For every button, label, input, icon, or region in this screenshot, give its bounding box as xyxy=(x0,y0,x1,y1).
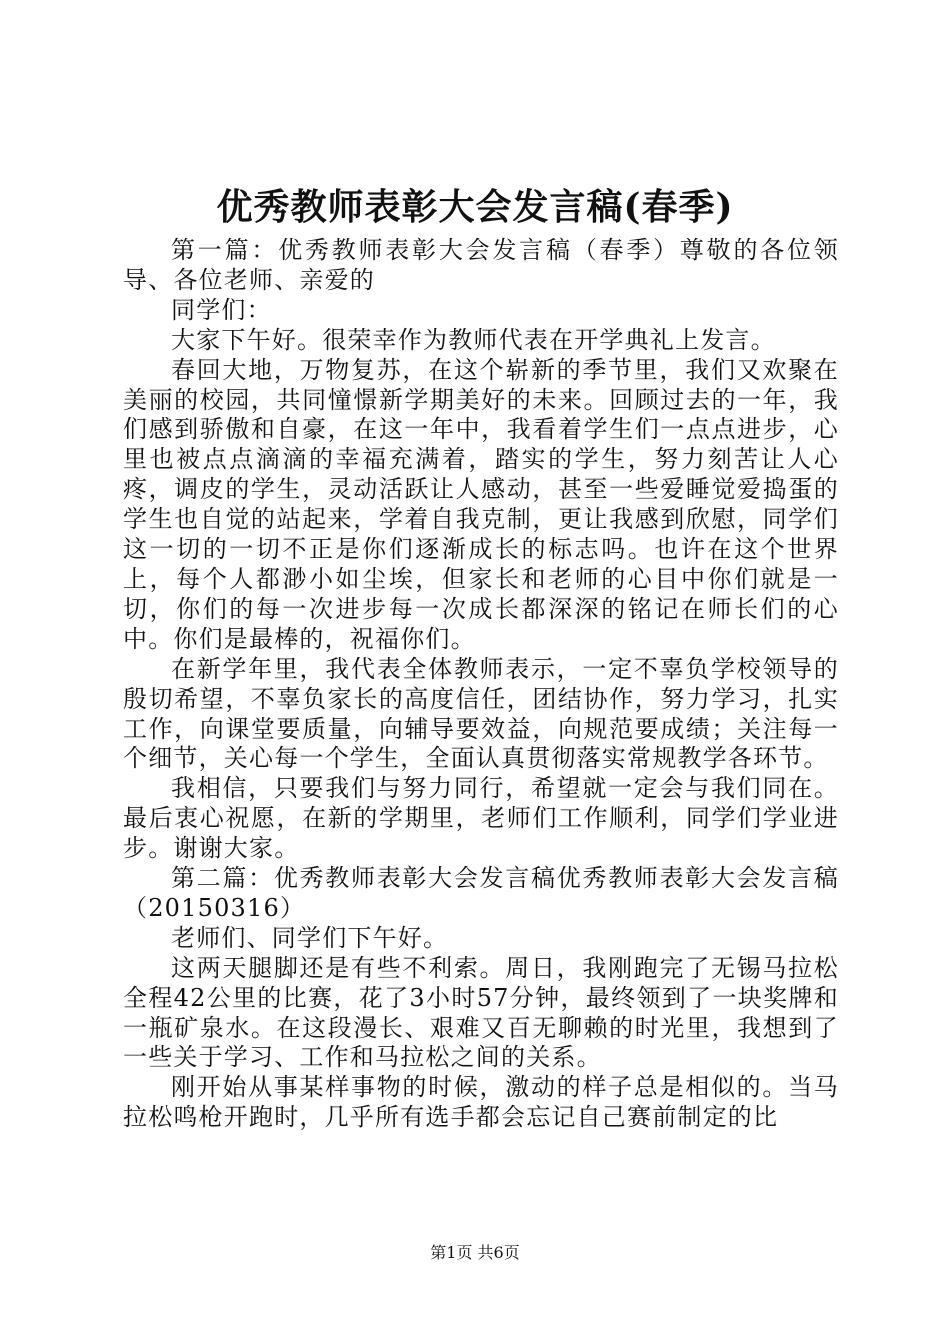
paragraph: 刚开始从事某样事物的时候，激动的样子总是相似的。当马拉松鸣枪开跑时，几乎所有选手都会忘记自己赛前制定的比 xyxy=(123,1073,839,1132)
paragraph: 在新学年里，我代表全体教师表示，一定不辜负学校领导的殷切希望，不辜负家长的高度信任，团结协作，努力学习，扎实工作，向课堂要质量，向辅导要效益，向规范要成绩；关注每一个细节，关心每一个学生，全面认真贯彻落实常规教学各环节。 xyxy=(123,654,839,773)
document-title: 优秀教师表彰大会发言稿(春季) xyxy=(216,186,734,228)
paragraph: 第二篇：优秀教师表彰大会发言稿优秀教师表彰大会发言稿（20150316） xyxy=(123,864,839,922)
paragraph: 大家下午好。很荣幸作为教师代表在开学典礼上发言。 xyxy=(171,325,776,354)
paragraph: 这两天腿脚还是有些不利索。周日，我刚跑完了无锡马拉松全程42公里的比赛，花了3小时57分钟，最终领到了一块奖牌和一瓶矿泉水。在这段漫长、艰难又百无聊赖的时光里，我想到了一些关于学习、工作和马拉松之间的关系。 xyxy=(123,953,839,1072)
paragraph: 春回大地，万物复苏，在这个崭新的季节里，我们又欢聚在美丽的校园，共同憧憬新学期美好的未来。回顾过去的一年，我们感到骄傲和自豪，在这一年中，我看着学生们一点点进步，心里也被点点滴滴的幸福充满着，踏实的学生，努力刻苦让人心疼，调皮的学生，灵动活跃让人感动，甚至一些爱睡觉爱捣蛋的学生也自觉的站起来，学着自我克制，更让我感到欣慰，同学们这一切的一切不正是你们逐渐成长的标志吗。也许在这个世界上，每个人都渺小如尘埃，但家长和老师的心目中你们就是一切，你们的每一次进步每一次成长都深深的铭记在师长们的心中。你们是最棒的，祝福你们。 xyxy=(123,355,839,653)
paragraph: 我相信，只要我们与努力同行，希望就一定会与我们同在。最后衷心祝愿，在新的学期里，老师们工作顺利，同学们学业进步。谢谢大家。 xyxy=(123,774,839,863)
paragraph: 第一篇：优秀教师表彰大会发言稿（春季）尊敬的各位领导、各位老师、亲爱的 xyxy=(123,236,839,294)
paragraph: 同学们： xyxy=(171,295,272,324)
page-footer: 第1页 共6页 xyxy=(430,1243,520,1262)
paragraph: 老师们、同学们下午好。 xyxy=(171,923,449,952)
document-body xyxy=(123,236,839,1133)
